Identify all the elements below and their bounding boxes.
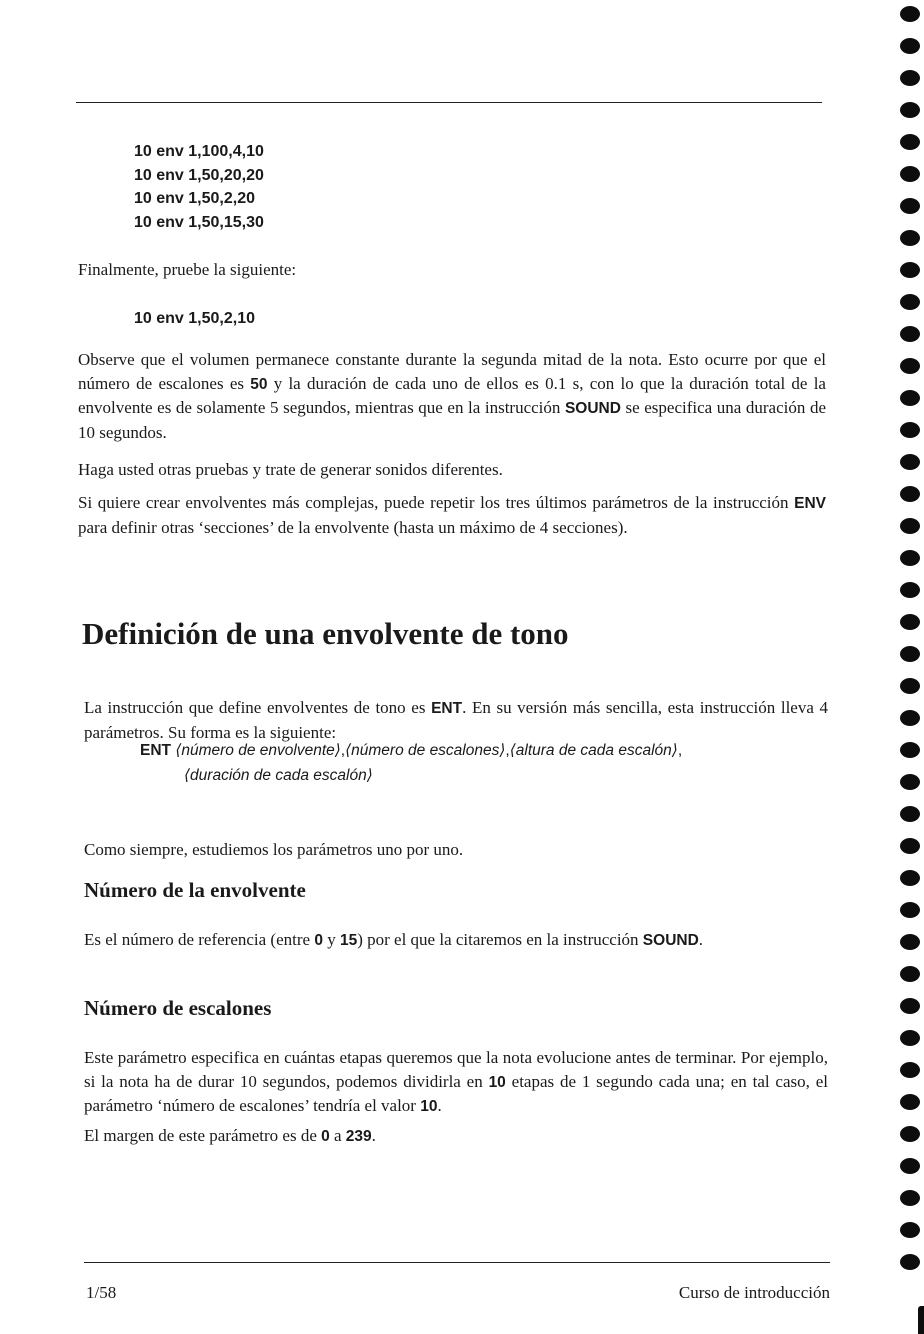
keyword-env: ENV [794, 495, 826, 512]
subheading-numero-envolvente: Número de la envolvente [84, 878, 306, 902]
binding-hole [900, 422, 920, 438]
paragraph-es-el-numero: Es el número de referencia (entre 0 y 15) por el que la citaremos en la instrucción SOUND. [84, 930, 704, 949]
binding-hole [900, 710, 920, 726]
binding-hole [900, 934, 920, 950]
binding-holes [894, 0, 924, 1334]
syntax-line-1: ENT ⟨número de envolvente⟩,⟨número de escalones⟩,⟨altura de cada escalón⟩, [140, 742, 683, 759]
binding-hole [900, 614, 920, 630]
binding-hole [900, 198, 920, 214]
binding-hole [900, 454, 920, 470]
binding-hole [900, 742, 920, 758]
binding-hole [900, 646, 920, 662]
binding-edge [918, 1306, 924, 1334]
syntax-param: ⟨número de envolvente⟩ [175, 742, 341, 759]
binding-hole [900, 1222, 920, 1238]
code-line: 10 env 1,50,20,20 [134, 166, 264, 184]
paragraph-observe: Observe que el volumen permanece constante durante la segunda mitad de la nota. Esto ocurre por que el número de escalones es 50 y la duración de cada uno de ellos es 0.1 s, con lo que la duración total de la envolvente es de solamente 5 segundos, mientras que en la instrucción SOUND se especifica una duración de 10 segundos. [78, 350, 826, 442]
binding-hole [900, 326, 920, 342]
bold-value: 50 [250, 375, 268, 393]
binding-hole [900, 1126, 920, 1142]
binding-hole [900, 966, 920, 982]
binding-hole [900, 294, 920, 310]
binding-hole [900, 1190, 920, 1206]
binding-hole [900, 1030, 920, 1046]
binding-hole [900, 998, 920, 1014]
binding-hole [900, 166, 920, 182]
code-line: 10 env 1,50,2,10 [134, 310, 255, 327]
binding-hole [900, 582, 920, 598]
binding-hole [900, 390, 920, 406]
code-line: 10 env 1,50,15,30 [134, 213, 264, 231]
binding-hole [900, 230, 920, 246]
keyword-ent: ENT [431, 700, 463, 717]
paragraph-haga: Haga usted otras pruebas y trate de generar sonidos diferentes. [78, 460, 503, 479]
binding-hole [900, 1158, 920, 1174]
binding-hole [900, 518, 920, 534]
keyword-sound: SOUND [642, 932, 699, 949]
paragraph-este-parametro: Este parámetro especifica en cuántas etapas queremos que la nota evolucione antes de terminar. Por ejemplo, si la nota ha de durar 10 segundos, podemos dividirla en 10 etapas de 1 segundo cada una; en tal caso, el parámetro ‘número de escalones’ tendría el valor 10. [84, 1048, 828, 1115]
syntax-param: ⟨altura de cada escalón⟩ [509, 742, 678, 759]
binding-hole [900, 358, 920, 374]
binding-hole [900, 1062, 920, 1078]
binding-hole [900, 134, 920, 150]
code-line: 10 env 1,100,4,10 [134, 143, 264, 160]
binding-hole [900, 6, 920, 22]
subheading-numero-escalones: Número de escalones [84, 996, 272, 1020]
section-heading: Definición de una envolvente de tono [82, 616, 569, 651]
code-block-examples [134, 140, 264, 234]
binding-hole [900, 902, 920, 918]
header-rule [76, 102, 822, 103]
binding-hole [900, 1254, 920, 1270]
keyword-sound: SOUND [564, 400, 621, 417]
binding-hole [900, 102, 920, 118]
paragraph-finalmente: Finalmente, pruebe la siguiente: [78, 260, 297, 279]
binding-hole [900, 678, 920, 694]
binding-hole [900, 550, 920, 566]
syntax-param: ⟨número de escalones⟩ [345, 742, 506, 759]
paragraph-la-instruccion: La instrucción que define envolventes de tono es ENT. En su versión más sencilla, esta instrucción lleva 4 parámetros. Su forma es la siguiente: [84, 698, 829, 742]
binding-hole [900, 1094, 920, 1110]
binding-hole [900, 486, 920, 502]
syntax-param: ⟨duración de cada escalón⟩ [184, 767, 373, 784]
binding-hole [900, 838, 920, 854]
syntax-line-2 [140, 763, 840, 788]
paragraph-como-siempre: Como siempre, estudiemos los parámetros uno por uno. [84, 840, 464, 859]
binding-hole [900, 262, 920, 278]
page-number: 1/58 [86, 1283, 117, 1302]
paragraph-si-quiere: Si quiere crear envolventes más complejas, puede repetir los tres últimos parámetros de la instrucción ENV para definir otras ‘secciones’ de la envolvente (hasta un máximo de 4 secciones). [78, 493, 826, 537]
paragraph-el-margen: El margen de este parámetro es de 0 a 239. [84, 1126, 376, 1145]
code-line: 10 env 1,50,2,20 [134, 190, 255, 207]
binding-hole [900, 870, 920, 886]
footer-section-title: Curso de introducción [678, 1283, 830, 1302]
footer-rule [84, 1262, 830, 1263]
binding-hole [900, 774, 920, 790]
syntax-keyword: ENT [140, 742, 171, 759]
code-block-final [134, 307, 255, 331]
syntax-block [140, 738, 840, 788]
binding-hole [900, 38, 920, 54]
binding-hole [900, 70, 920, 86]
binding-hole [900, 806, 920, 822]
